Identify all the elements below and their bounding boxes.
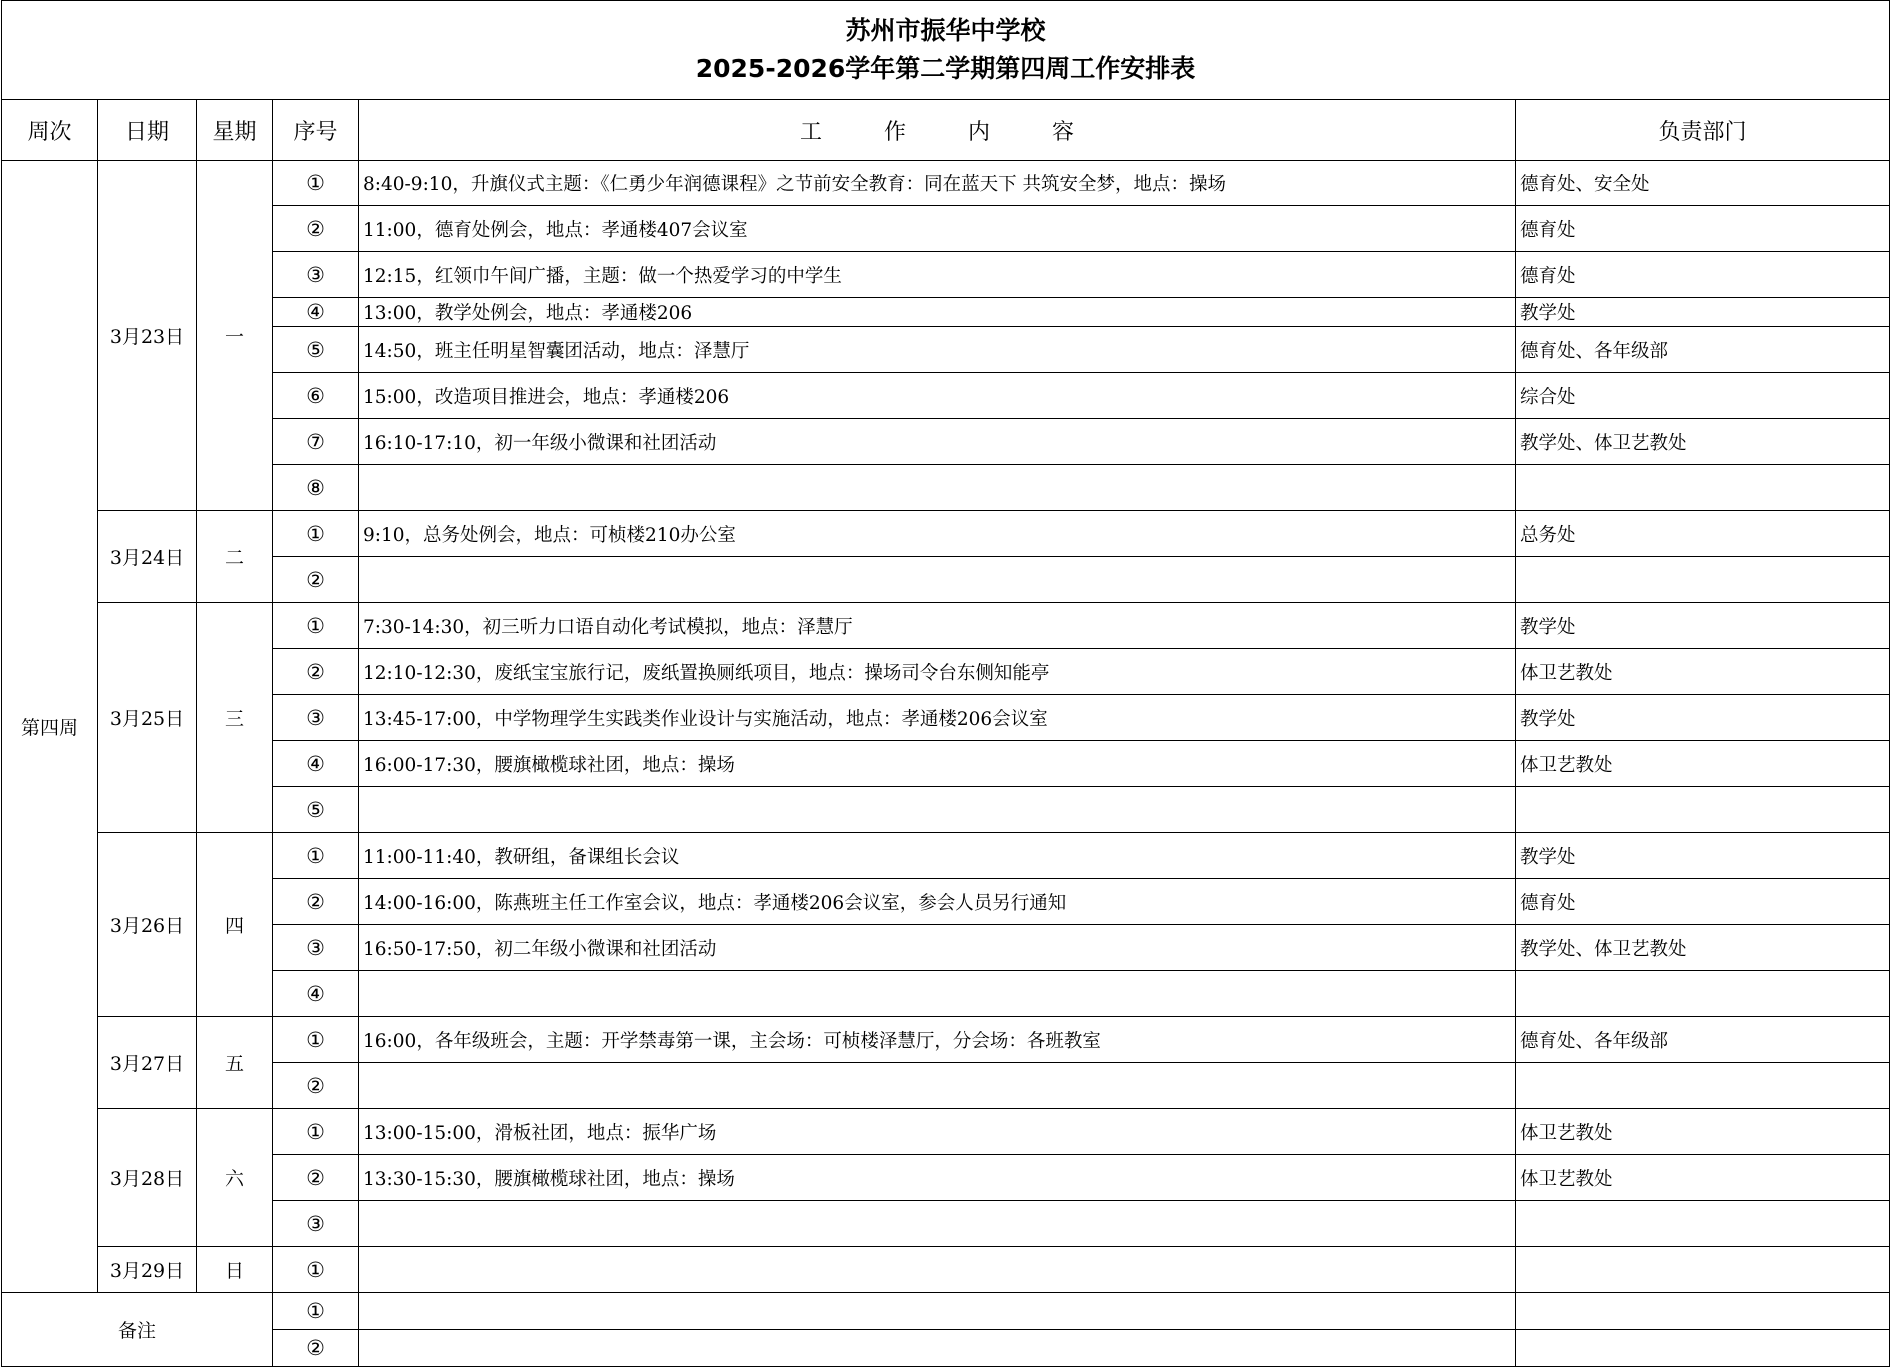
content-cell: 15:00，改造项目推进会，地点：孝通楼206: [359, 373, 1516, 419]
seq-cell: ④: [273, 298, 359, 327]
dept-cell: 德育处: [1516, 206, 1890, 252]
dept-cell: [1516, 1330, 1890, 1367]
dept-cell: [1516, 971, 1890, 1017]
school-name: 苏州市振华中学校: [845, 16, 1046, 45]
table-row: [2, 465, 1890, 511]
dept-cell: 教学处、体卫艺教处: [1516, 925, 1890, 971]
table-row: [2, 971, 1890, 1017]
dept-cell: 体卫艺教处: [1516, 1109, 1890, 1155]
notes-row: [2, 1330, 1890, 1367]
dept-cell: 综合处: [1516, 373, 1890, 419]
dept-cell: 德育处、各年级部: [1516, 327, 1890, 373]
dept-cell: 教学处: [1516, 695, 1890, 741]
schedule-body: [2, 161, 1890, 1367]
dept-cell: 教学处: [1516, 298, 1890, 327]
content-cell: [359, 1063, 1516, 1109]
dept-cell: 总务处: [1516, 511, 1890, 557]
dept-cell: [1516, 1247, 1890, 1293]
dept-cell: [1516, 787, 1890, 833]
date-cell: 3月29日: [98, 1247, 197, 1293]
table-row: [2, 511, 1890, 557]
table-row: [2, 649, 1890, 695]
dept-cell: [1516, 1063, 1890, 1109]
seq-cell: ①: [273, 1017, 359, 1063]
weekday-cell: 二: [197, 511, 273, 603]
table-row: [2, 327, 1890, 373]
seq-cell: ③: [273, 1201, 359, 1247]
seq-cell: ⑤: [273, 327, 359, 373]
content-cell: 11:00，德育处例会，地点：孝通楼407会议室: [359, 206, 1516, 252]
seq-cell: ②: [273, 1063, 359, 1109]
content-cell: 7:30-14:30，初三听力口语自动化考试模拟，地点：泽慧厅: [359, 603, 1516, 649]
date-cell: 3月24日: [98, 511, 197, 603]
header-content: [359, 100, 1516, 161]
dept-cell: 教学处: [1516, 603, 1890, 649]
seq-cell: ①: [273, 833, 359, 879]
content-cell: [359, 1247, 1516, 1293]
seq-cell: ①: [273, 603, 359, 649]
table-row: [2, 1155, 1890, 1201]
dept-cell: 德育处、各年级部: [1516, 1017, 1890, 1063]
table-row: [2, 206, 1890, 252]
dept-cell: 德育处、安全处: [1516, 161, 1890, 206]
seq-cell: ⑤: [273, 787, 359, 833]
weekday-cell: 六: [197, 1109, 273, 1247]
dept-cell: 德育处: [1516, 252, 1890, 298]
date-cell: 3月27日: [98, 1017, 197, 1109]
table-title: [2, 1, 1890, 100]
table-row: [2, 252, 1890, 298]
content-cell: 13:30-15:30，腰旗橄榄球社团，地点：操场: [359, 1155, 1516, 1201]
dept-cell: [1516, 465, 1890, 511]
table-row: [2, 1063, 1890, 1109]
schedule-title: 2025-2026学年第二学期第四周工作安排表: [695, 54, 1196, 83]
seq-cell: ⑦: [273, 419, 359, 465]
table-row: [2, 787, 1890, 833]
table-row: [2, 298, 1890, 327]
table-row: [2, 419, 1890, 465]
header-content-char: 工: [799, 119, 822, 145]
header-week: 周次: [2, 100, 98, 161]
weekday-cell: 四: [197, 833, 273, 1017]
dept-cell: [1516, 557, 1890, 603]
dept-cell: 教学处、体卫艺教处: [1516, 419, 1890, 465]
weekday-cell: 五: [197, 1017, 273, 1109]
table-row: [2, 1201, 1890, 1247]
content-cell: [359, 1293, 1516, 1330]
dept-cell: [1516, 1201, 1890, 1247]
seq-cell: ③: [273, 695, 359, 741]
table-row: [2, 695, 1890, 741]
seq-cell: ①: [273, 1109, 359, 1155]
weekday-cell: 日: [197, 1247, 273, 1293]
dept-cell: 德育处: [1516, 879, 1890, 925]
table-row: [2, 833, 1890, 879]
content-cell: 14:00-16:00，陈燕班主任工作室会议，地点：孝通楼206会议室，参会人员另行通知: [359, 879, 1516, 925]
date-cell: 3月25日: [98, 603, 197, 833]
seq-cell: ③: [273, 925, 359, 971]
header-weekday: 星期: [197, 100, 273, 161]
content-cell: 9:10，总务处例会，地点：可桢楼210办公室: [359, 511, 1516, 557]
content-cell: 16:00-17:30，腰旗橄榄球社团，地点：操场: [359, 741, 1516, 787]
table-row: [2, 373, 1890, 419]
dept-cell: [1516, 1293, 1890, 1330]
content-cell: [359, 557, 1516, 603]
table-row: [2, 925, 1890, 971]
seq-cell: ③: [273, 252, 359, 298]
table-row: [2, 1247, 1890, 1293]
seq-cell: ①: [273, 1293, 359, 1330]
seq-cell: ②: [273, 879, 359, 925]
content-cell: [359, 787, 1516, 833]
content-cell: 16:00，各年级班会，主题：开学禁毒第一课，主会场：可桢楼泽慧厅，分会场：各班教室: [359, 1017, 1516, 1063]
seq-cell: ②: [273, 649, 359, 695]
notes-label: 备注: [2, 1293, 273, 1367]
header-content-char: 容: [1051, 119, 1074, 145]
table-row: [2, 557, 1890, 603]
content-cell: 13:00，教学处例会，地点：孝通楼206: [359, 298, 1516, 327]
seq-cell: ⑥: [273, 373, 359, 419]
content-cell: 11:00-11:40，教研组，备课组长会议: [359, 833, 1516, 879]
dept-cell: 体卫艺教处: [1516, 1155, 1890, 1201]
dept-cell: 体卫艺教处: [1516, 741, 1890, 787]
date-cell: 3月26日: [98, 833, 197, 1017]
content-cell: 13:45-17:00，中学物理学生实践类作业设计与实施活动，地点：孝通楼206会议室: [359, 695, 1516, 741]
header-content-char: 内: [967, 119, 990, 145]
header-seq: 序号: [273, 100, 359, 161]
seq-cell: ②: [273, 1330, 359, 1367]
content-cell: 12:10-12:30，废纸宝宝旅行记，废纸置换厕纸项目，地点：操场司令台东侧知能亭: [359, 649, 1516, 695]
table-row: [2, 741, 1890, 787]
weekday-cell: 一: [197, 161, 273, 511]
content-cell: [359, 465, 1516, 511]
table-row: [2, 879, 1890, 925]
header-date: 日期: [98, 100, 197, 161]
content-cell: 16:50-17:50，初二年级小微课和社团活动: [359, 925, 1516, 971]
content-cell: [359, 1201, 1516, 1247]
seq-cell: ②: [273, 1155, 359, 1201]
seq-cell: ①: [273, 161, 359, 206]
content-cell: 12:15，红领巾午间广播，主题：做一个热爱学习的中学生: [359, 252, 1516, 298]
notes-row: [2, 1293, 1890, 1330]
week-cell: 第四周: [2, 161, 98, 1293]
content-cell: [359, 971, 1516, 1017]
content-cell: 14:50，班主任明星智囊团活动，地点：泽慧厅: [359, 327, 1516, 373]
dept-cell: 体卫艺教处: [1516, 649, 1890, 695]
date-cell: 3月23日: [98, 161, 197, 511]
header-dept: 负责部门: [1516, 100, 1890, 161]
content-cell: 13:00-15:00，滑板社团，地点：振华广场: [359, 1109, 1516, 1155]
seq-cell: ④: [273, 741, 359, 787]
seq-cell: ②: [273, 557, 359, 603]
date-cell: 3月28日: [98, 1109, 197, 1247]
seq-cell: ①: [273, 1247, 359, 1293]
weekday-cell: 三: [197, 603, 273, 833]
schedule-table: [1, 0, 1890, 1367]
seq-cell: ⑧: [273, 465, 359, 511]
seq-cell: ①: [273, 511, 359, 557]
table-row: [2, 1109, 1890, 1155]
header-content-char: 作: [883, 119, 906, 145]
dept-cell: 教学处: [1516, 833, 1890, 879]
seq-cell: ②: [273, 206, 359, 252]
content-cell: 8:40-9:10，升旗仪式主题：《仁勇少年润德课程》之节前安全教育：同在蓝天下 共筑安全梦，地点：操场: [359, 161, 1516, 206]
table-row: [2, 1017, 1890, 1063]
table-row: [2, 161, 1890, 206]
table-row: [2, 603, 1890, 649]
content-cell: [359, 1330, 1516, 1367]
content-cell: 16:10-17:10，初一年级小微课和社团活动: [359, 419, 1516, 465]
seq-cell: ④: [273, 971, 359, 1017]
